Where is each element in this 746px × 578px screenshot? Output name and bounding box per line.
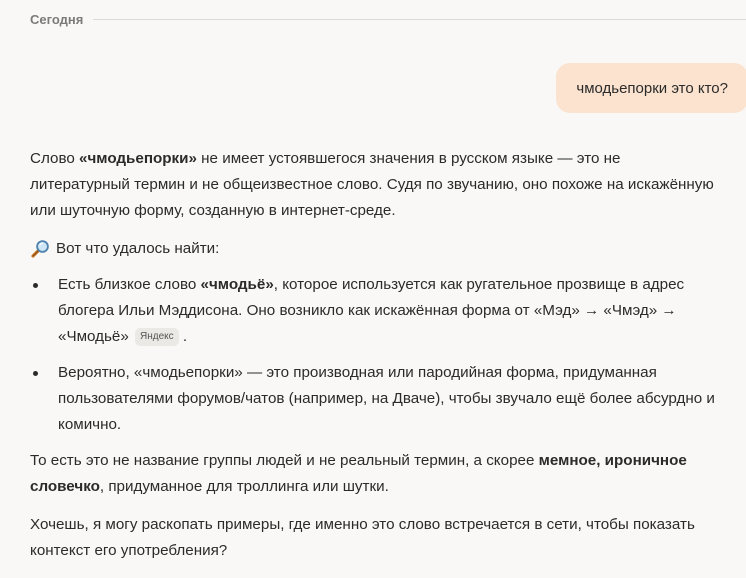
list-item — [30, 360, 732, 438]
bullet-dot — [33, 371, 38, 376]
answer-paragraph-offer — [30, 512, 730, 564]
intro-text-line2: литературный термин и не общеизвестное слово. Судя по звучанию, оно похоже на искажённую — [30, 176, 714, 193]
answer-paragraph-found — [30, 236, 746, 262]
user-message-bubble[interactable] — [556, 63, 746, 113]
intro-text-line3: или шуточную форму, созданную в интернет-среде. — [30, 202, 396, 219]
date-divider — [30, 12, 746, 27]
list-item — [30, 272, 732, 350]
bullet-text-start: Есть близкое слово — [58, 276, 201, 293]
assistant-message — [30, 146, 746, 564]
magnifier-icon — [30, 239, 50, 259]
user-message-text: чмодьепорки это кто? — [576, 79, 728, 97]
divider-line — [93, 19, 746, 20]
intro-text-line1: не имеет устоявшегося значения в русском языке — это не — [196, 150, 621, 167]
answer-bullet-list — [30, 272, 746, 438]
bullet-bold-term: «чмодьё» — [200, 276, 274, 293]
answer-paragraph-summary — [30, 448, 730, 500]
answer-paragraph-intro — [30, 146, 746, 224]
bullet-text: Вероятно, «чмодьепорки» — это производная или пародийная форма, придуманная пользователями форумов/чатов (например, на Дваче), чтобы звучало ещё более абсурдно и комично. — [58, 364, 715, 433]
bullet-tail: . — [178, 328, 188, 345]
found-text: Вот что удалось найти: — [56, 240, 220, 257]
summary-text-end: , придуманное для троллинга или шутки. — [99, 478, 389, 495]
intro-bold-term: «чмодьепорки» — [79, 150, 197, 167]
offer-text: Хочешь, я могу раскопать примеры, где именно это слово встречается в сети, чтобы показать контекст его употребления? — [30, 516, 695, 559]
summary-bold-term: мемное, ироничное словечко — [30, 452, 687, 495]
bullet-text-rest: , которое используется как ругательное прозвище в адрес блогера Ильи Мэддисона. Оно возникло как искажённая форма от «Мэд» → «Чмэд» → «Чмодьё» — [58, 276, 685, 345]
source-badge-yandex[interactable]: Яндекс — [135, 328, 179, 346]
date-label: Сегодня — [30, 12, 84, 27]
intro-text-start: Слово — [30, 150, 80, 167]
summary-text-start: То есть это не название группы людей и не реальный термин, а скорее — [30, 452, 539, 469]
bullet-dot — [33, 283, 38, 288]
